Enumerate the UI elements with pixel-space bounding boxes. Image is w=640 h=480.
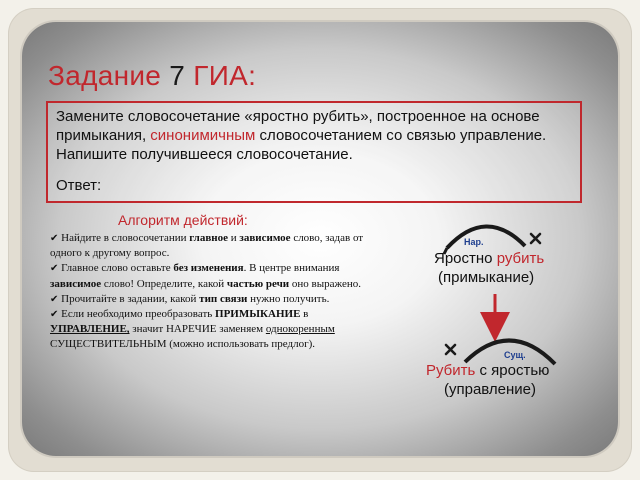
step-3 bbox=[50, 292, 368, 307]
task-text bbox=[56, 107, 572, 164]
step-4 bbox=[50, 307, 368, 353]
s4e: значит НАРЕЧИЕ заменяем bbox=[129, 323, 266, 336]
top-word-2: рубить bbox=[496, 250, 545, 267]
checkmark-icon: ✔ bbox=[50, 309, 59, 321]
answer-label: Ответ: bbox=[56, 177, 102, 194]
s1e: слово, задав от одного к другому вопрос. bbox=[50, 232, 364, 260]
task-text-part2: словосочетанием со связью управление. Напишите получившееся словосочетание. bbox=[56, 127, 547, 163]
s1b: главное bbox=[189, 232, 229, 244]
title-prefix: Задание bbox=[48, 60, 162, 91]
s4a: Если необходимо преобразовать bbox=[61, 308, 216, 321]
task-box bbox=[46, 101, 582, 203]
s3a: Прочитайте в задании, какой bbox=[61, 292, 200, 305]
s1c: и bbox=[228, 232, 240, 244]
slide-title bbox=[48, 60, 256, 92]
checkmark-icon: ✔ bbox=[50, 293, 59, 305]
s3b: тип связи bbox=[199, 292, 248, 305]
top-word-1: Яростно bbox=[434, 250, 497, 267]
s2f: частью речи bbox=[226, 277, 290, 290]
s2g: оно выражено. bbox=[289, 277, 361, 290]
s2c: . В центре внимания bbox=[243, 262, 340, 275]
top-phrase bbox=[434, 250, 544, 267]
step-2 bbox=[50, 261, 368, 291]
s2e: слово! Определите, какой bbox=[101, 277, 227, 290]
s1d: зависимое bbox=[239, 232, 291, 244]
task-text-part1: Замените словосочетание «яростно рубить», построенное на основе примыкания, bbox=[56, 108, 540, 144]
bottom-phrase bbox=[426, 362, 549, 379]
bottom-word-2: с яростью bbox=[475, 362, 550, 379]
title-number: 7 bbox=[169, 60, 186, 91]
title-suffix: ГИА: bbox=[193, 60, 257, 91]
s4g: СУЩЕСТВИТЕЛЬНЫМ (можно использовать предлог). bbox=[50, 338, 316, 351]
s1a: Найдите в словосочетании bbox=[61, 232, 190, 244]
top-connection-type: (примыкание) bbox=[438, 269, 535, 286]
s2d: зависимое bbox=[50, 277, 102, 290]
bottom-connection-type: (управление) bbox=[444, 381, 537, 398]
algorithm-title: Алгоритм действий: bbox=[118, 212, 248, 228]
checkmark-icon: ✔ bbox=[50, 263, 59, 275]
s4b: ПРИМЫКАНИЕ bbox=[215, 308, 301, 321]
s4f: однокоренным bbox=[265, 323, 335, 336]
s4c: в bbox=[300, 308, 309, 321]
tag-noun: Сущ. bbox=[504, 350, 526, 360]
tag-adverb: Нар. bbox=[464, 237, 484, 247]
algorithm-steps bbox=[50, 231, 368, 353]
s3c: нужно получить. bbox=[247, 292, 330, 305]
s4d: УПРАВЛЕНИЕ, bbox=[50, 323, 130, 336]
bottom-word-1: Рубить bbox=[426, 362, 476, 379]
checkmark-icon: ✔ bbox=[50, 233, 59, 244]
s2a: Главное слово оставьте bbox=[61, 262, 174, 275]
s2b: без изменения bbox=[173, 262, 244, 275]
task-highlight: синонимичным bbox=[150, 127, 256, 144]
step-1 bbox=[50, 231, 368, 261]
